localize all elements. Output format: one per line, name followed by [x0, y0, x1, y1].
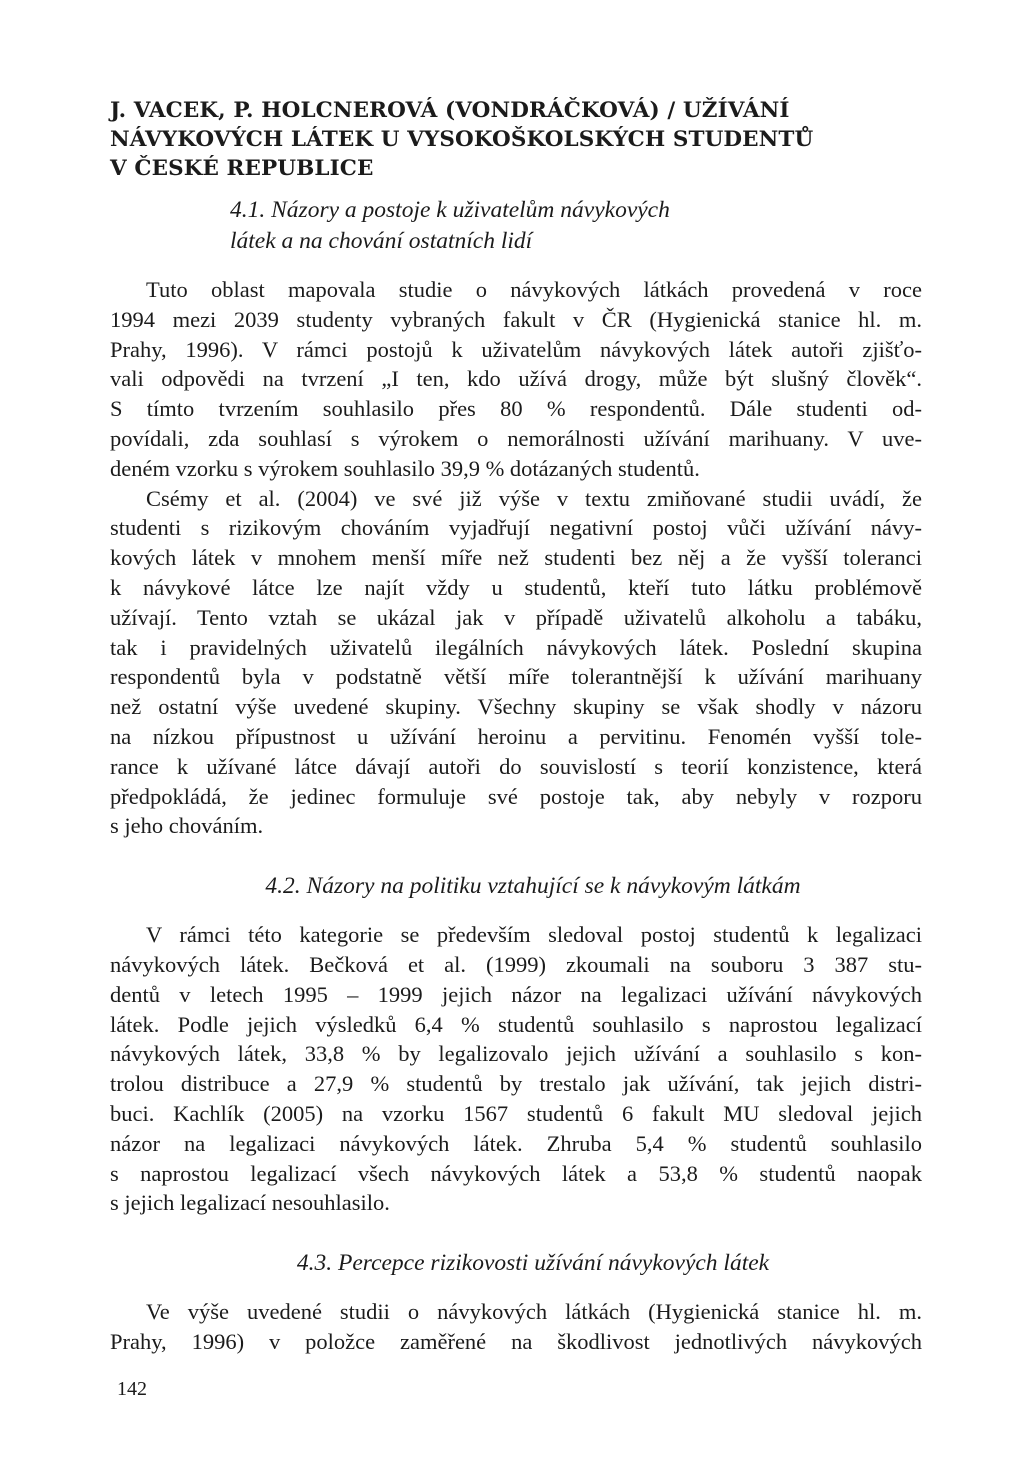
text-line: vali odpovědi na tvrzení „I ten, kdo užívá drogy, může být slušný člověk“. — [110, 366, 922, 392]
section-heading-4-2 — [110, 871, 922, 902]
text-line: Ve výše uvedené studii o návykových látkách (Hygienická stanice hl. m. — [146, 1299, 922, 1325]
text-line: S tímto tvrzením souhlasilo přes 80 % respondentů. Dále studenti od- — [110, 396, 922, 422]
paragraph — [110, 275, 922, 484]
text-line: dentů v letech 1995 – 1999 jejich názor na legalizaci užívání návykových — [110, 981, 922, 1007]
text-line: k návykové látce lze najít vždy u studentů, kteří tuto látku problémově — [110, 574, 922, 600]
section-heading-line: látek a na chování ostatních lidí — [230, 228, 533, 254]
text-line: s naprostou legalizací všech návykových látek a 53,8 % studentů naopak — [110, 1160, 922, 1186]
paragraph — [110, 920, 922, 1218]
text-line: než ostatní výše uvedené skupiny. Všechny skupiny se však shodly v názoru — [110, 694, 922, 720]
text-line: trolou distribuce a 27,9 % studentů by trestalo jak užívání, tak jejich distri- — [110, 1071, 922, 1097]
text-line: názor na legalizaci návykových látek. Zhruba 5,4 % studentů souhlasilo — [110, 1130, 922, 1156]
text-line: deném vzorku s výrokem souhlasilo 39,9 % dotázaných studentů. — [110, 455, 700, 481]
text-line: Tuto oblast mapovala studie o návykových látkách provedená v roce — [146, 277, 922, 302]
text-line: rance k užívané látce dávají autoři do souvislostí s teorií konzistence, která — [110, 753, 922, 779]
document-page — [110, 96, 922, 1357]
text-line: předpokládá, že jedinec formuluje své postoje tak, aby nebyly v rozporu — [110, 783, 922, 809]
section-heading-line: 4.1. Názory a postoje k uživatelům návykových — [230, 197, 670, 223]
section-heading-4-3 — [110, 1248, 922, 1279]
running-header-line: J. VACEK, P. HOLCNEROVÁ (VONDRÁČKOVÁ) / UŽÍVÁNÍ — [110, 98, 790, 123]
running-header-line: NÁVYKOVÝCH LÁTEK U VYSOKOŠKOLSKÝCH STUDENTŮ — [110, 127, 814, 152]
text-line: 1994 mezi 2039 studenty vybraných fakult v ČR (Hygienická stanice hl. m. — [110, 306, 922, 332]
text-line: tak i pravidelných uživatelů ilegálních návykových látek. Poslední skupina — [110, 634, 922, 660]
text-line: na nízkou přípustnost u užívání heroinu a pervitinu. Fenomén vyšší tole- — [110, 723, 922, 749]
text-line: užívají. Tento vztah se ukázal jak v případě uživatelů alkoholu a tabáku, — [110, 604, 922, 630]
text-line: povídali, zda souhlasí s výrokem o nemorálnosti užívání marihuany. V uve- — [110, 425, 922, 451]
text-line: látek. Podle jejich výsledků 6,4 % studentů souhlasilo s naprostou legalizací — [110, 1011, 922, 1037]
text-line: návykových látek, 33,8 % by legalizovalo jejich užívání a souhlasilo s kon- — [110, 1041, 922, 1067]
text-line: Csémy et al. (2004) ve své již výše v textu zmiňované studii uvádí, že — [146, 485, 922, 511]
running-header — [110, 96, 922, 183]
text-line: s jeho chováním. — [110, 813, 264, 839]
section-heading-4-1 — [230, 195, 922, 257]
text-line: Prahy, 1996) v položce zaměřené na škodlivost jednotlivých návykových — [110, 1328, 922, 1354]
text-line: kových látek v mnohem menší míře než studenti bez něj a že vyšší toleranci — [110, 545, 922, 571]
running-header-line: V ČESKÉ REPUBLICE — [110, 156, 374, 181]
section-heading-line: 4.3. Percepce rizikovosti užívání návykových látek — [296, 1250, 770, 1277]
text-line: s jejich legalizací nesouhlasilo. — [110, 1190, 390, 1216]
text-line: V rámci této kategorie se především sledoval postoj studentů k legalizaci — [146, 922, 922, 948]
paragraph — [110, 1297, 922, 1357]
section-heading-line: 4.2. Názory na politiku vztahující se k návykovým látkám — [265, 873, 801, 900]
text-line: buci. Kachlík (2005) na vzorku 1567 studentů 6 fakult MU sledoval jejich — [110, 1100, 922, 1126]
text-line: Prahy, 1996). V rámci postojů k uživatelům návykových látek autoři zjišťo- — [110, 336, 922, 362]
paragraph — [110, 484, 922, 842]
text-line: respondentů byla v podstatně větší míře tolerantnější k užívání marihuany — [110, 664, 922, 690]
page-number: 142 — [117, 1378, 147, 1400]
text-line: studenti s rizikovým chováním vyjadřují negativní postoj vůči užívání návy- — [110, 515, 922, 541]
text-line: návykových látek. Bečková et al. (1999) zkoumali na souboru 3 387 stu- — [110, 951, 922, 977]
